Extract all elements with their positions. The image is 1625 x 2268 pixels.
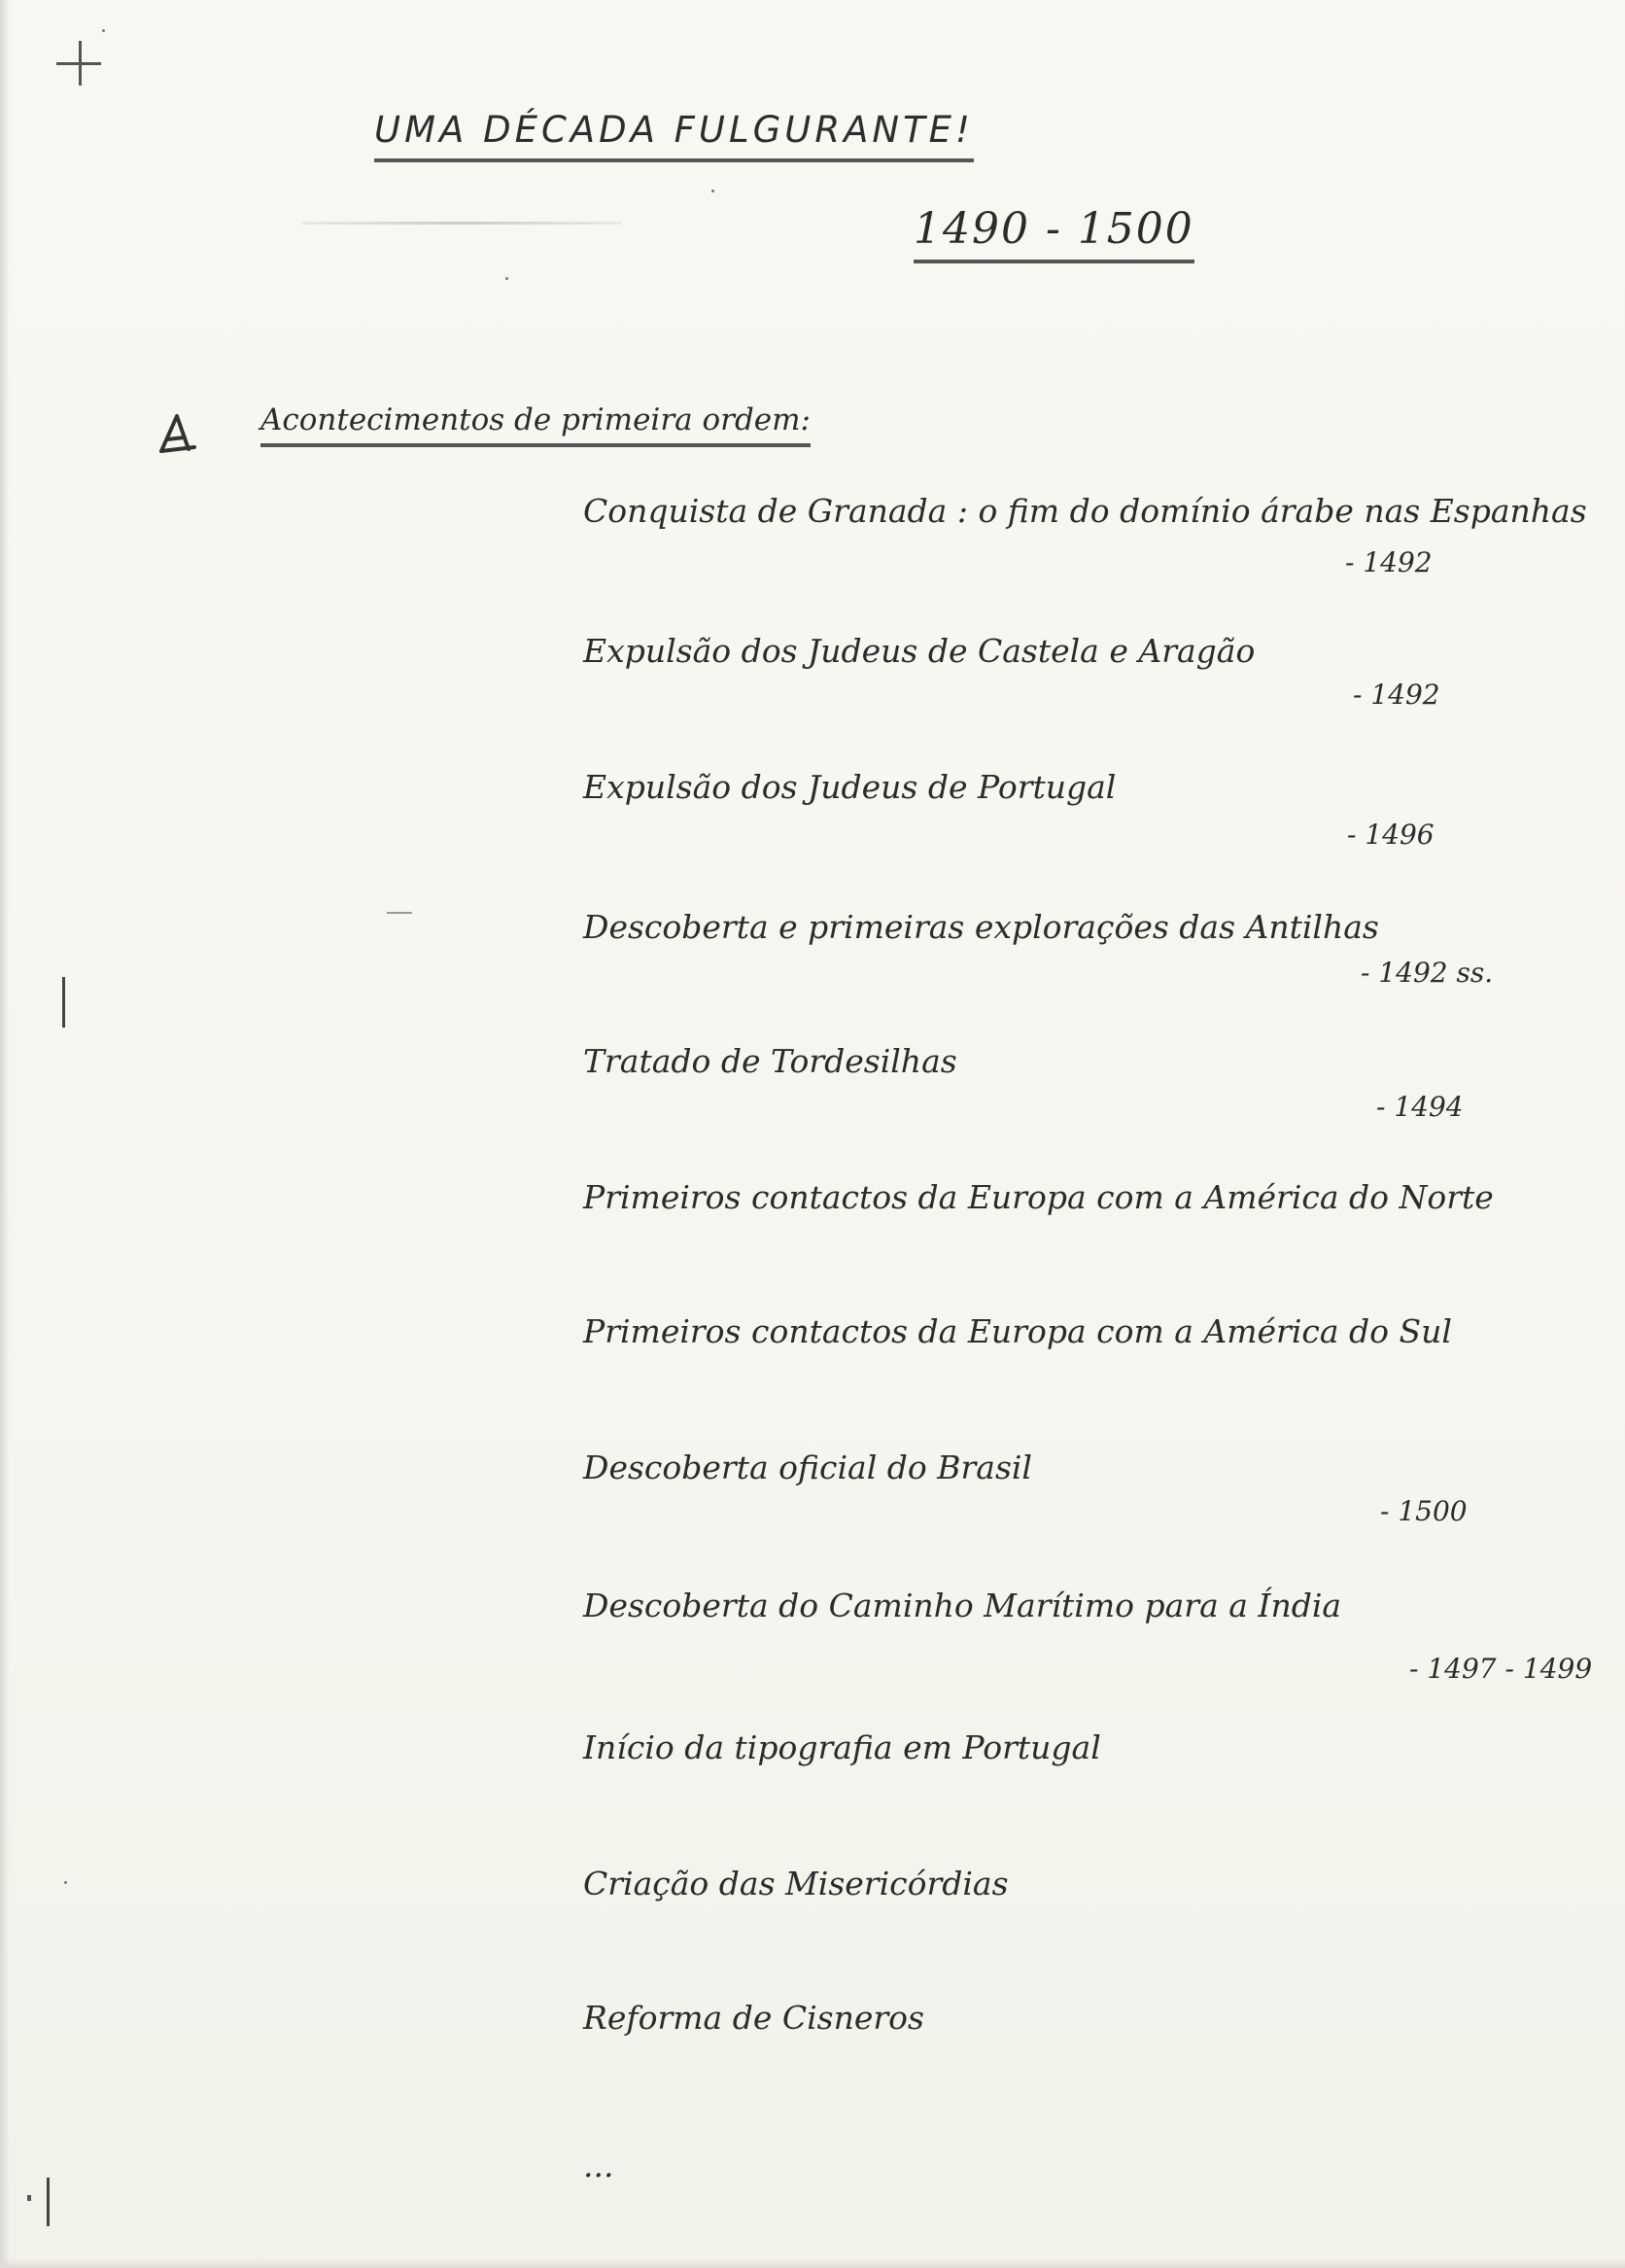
faint-rule <box>301 222 622 225</box>
paper-speck <box>505 277 508 280</box>
event-date: - 1492 <box>1345 546 1433 578</box>
event-item: Criação das Misericórdias <box>583 1865 1009 1902</box>
event-item: Reforma de Cisneros <box>583 1999 924 2037</box>
event-date: - 1496 <box>1347 819 1435 851</box>
scan-bottom-shadow <box>0 2258 1625 2268</box>
registration-mark-icon <box>56 41 105 89</box>
margin-mark <box>47 2178 50 2226</box>
event-item: Expulsão dos Judeus de Portugal <box>583 768 1117 806</box>
event-date: - 1500 <box>1380 1495 1468 1527</box>
event-item: Descoberta oficial do Brasil <box>583 1448 1032 1486</box>
event-item: Primeiros contactos da Europa com a América do Norte <box>583 1178 1494 1216</box>
event-date: - 1497 - 1499 <box>1409 1653 1593 1685</box>
paper-speck <box>64 1881 67 1884</box>
triangle-bullet-icon <box>156 410 204 459</box>
section-heading: Acontecimentos de primeira ordem: <box>260 402 811 447</box>
event-item: Conquista de Granada : o fim do domínio árabe nas Espanhas <box>583 492 1587 530</box>
event-item: Início da tipografia em Portugal <box>583 1728 1101 1766</box>
event-item: Expulsão dos Judeus de Castela e Aragão <box>583 632 1256 670</box>
margin-mark <box>27 2195 31 2201</box>
event-item: Primeiros contactos da Europa com a América do Sul <box>583 1312 1452 1350</box>
event-date: - 1494 <box>1376 1091 1464 1123</box>
event-date: - 1492 <box>1353 679 1440 711</box>
paper-speck <box>387 912 412 914</box>
page-title: UMA DÉCADA FULGURANTE! <box>374 109 974 162</box>
date-range: 1490 - 1500 <box>914 204 1194 263</box>
event-item: Descoberta e primeiras explorações das Antilhas <box>583 908 1379 946</box>
event-item: Descoberta do Caminho Marítimo para a Índia <box>583 1587 1342 1624</box>
paper-speck <box>102 29 105 32</box>
margin-mark <box>62 977 65 1028</box>
event-item: Tratado de Tordesilhas <box>583 1042 957 1080</box>
event-item: ... <box>583 2146 614 2184</box>
event-date: - 1492 ss. <box>1361 957 1494 989</box>
scan-edge-shadow <box>0 0 10 2268</box>
paper-speck <box>711 190 714 192</box>
